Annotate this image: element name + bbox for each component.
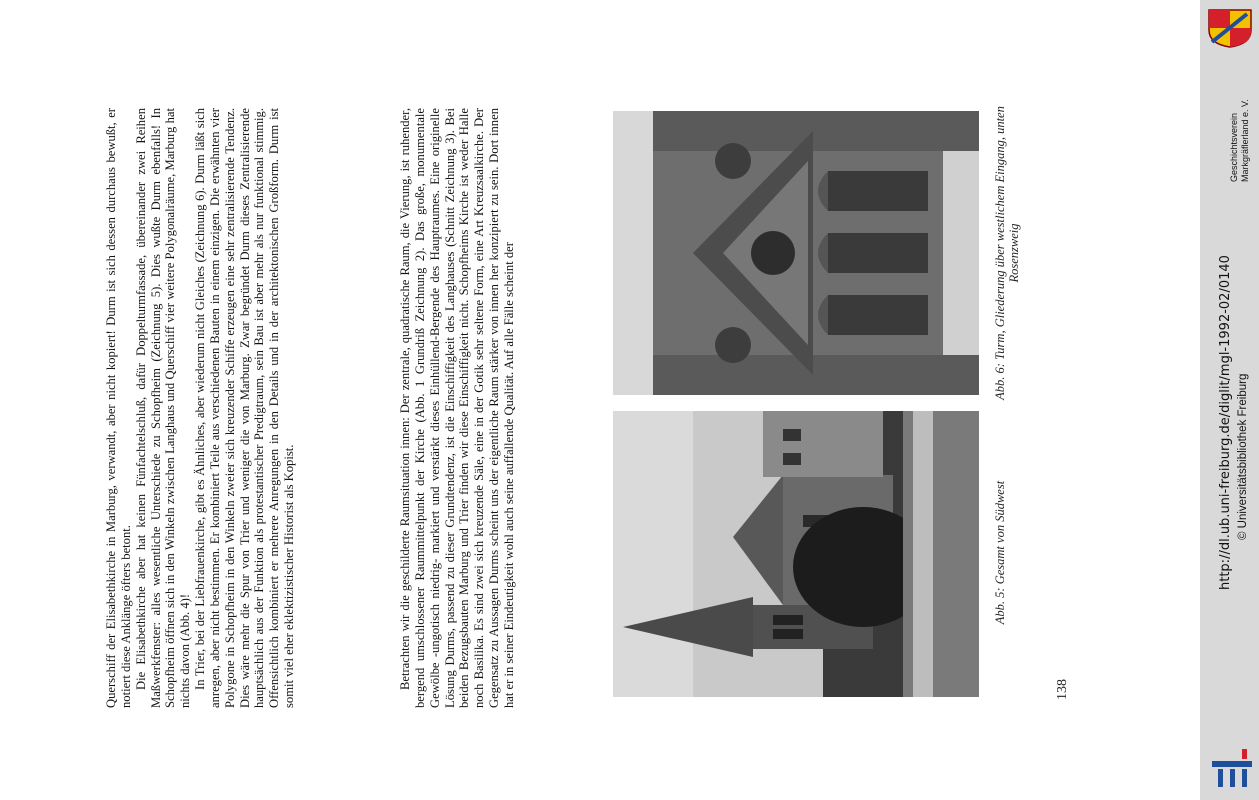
copyright-notice: © Universitätsbibliothek Freiburg [1237, 373, 1249, 540]
society-name-line2: Markgräflerland e. V. [1240, 99, 1250, 182]
photo-church-southwest [613, 411, 979, 697]
ub-freiburg-logo-icon [1210, 745, 1254, 789]
paragraph: Querschiff der Elisabethkirche in Marburg, verwandt, aber nicht kopiert! Durm ist sich dessen durchaus bewußt, er notiert diese Anklänge öfters betont. [104, 108, 133, 708]
page-number: 138 [1055, 679, 1070, 700]
society-name-line1: Geschichtsverein [1229, 112, 1239, 182]
paragraph: In Trier, bei der Liebfrauenkirche, gibt es Ähnliches, aber wiederum nicht Gleiches (Zeichnung 6). Durm läßt sich anregen, aber nicht bestimmen. Er kombiniert Teile aus verschiedenen Bauten in einem einzigen. Die erwähnten vier Polygone in Schopfheim in den Winkeln zweier sich kreuzender Schiffe erzeugen eine sehr zentralisierende Tendenz. Dies wäre mehr die Spur von Trier und weniger die von Marburg. Zwar begründet Durm dieses Zentralisierende hauptsächlich aus der Funktion als protestantischer Predigtraum, sein Bau ist aber mehr als nur funktional stimmig. Offensichtlich kombiniert er mehrere Anregungen in den Details und in der architektonischen Großform. Durm ist somit viel eher eklektizistischer Historist als Kopist. [193, 108, 297, 708]
paragraph: Betrachten wir die geschilderte Raumsituation innen: Der zentrale, quadratische Raum, die Vierung, ist ruhender, bergend umschlossener Raummittelpunkt der Kirche (Abb. 1 Grundriß Zeichnung 2). Das große, monumentale Gewölbe -ungotisch niedrig- markiert und verstärkt dieses Einhüllend-Bergende des Hauptraumes. Eine originelle Lösung Durms, passend zu dieser Grundtendenz, ist die Einschiffigkeit des Langhauses (Schnitt Zeichnung 3). Bei beiden Bezugsbauten Marburg und Trier finden wir diese Einschiffigkeit nicht. Schopfheims Kirche ist weder Halle noch Basilika. Es sind zwei sich kreuzende Säle, eine in der Gotik sehr seltene Form, eine Art Kreuzsaalkirche. Der Gegensatz zu Aussagen Durms scheint uns der eigentliche Raum stärker von innen her konzipiert zu sein. Dort innen hat er in seiner Eindeutigkeit wohl auch seine auffallende Qualität. Auf alle Fälle scheint der [398, 108, 516, 708]
text-column-upper [104, 108, 297, 708]
figure-caption-6: Abb. 6: Turm, Gliederung über westlichem Eingang, unten Rosenzweig [993, 106, 1021, 400]
society-crest-icon [1207, 8, 1253, 48]
paragraph: Die Elisabethkirche aber hat keinen Fünfachtelschluß, dafür Doppelturmfassade, übereinander zwei Reihen Maßwerkfenster: alles wesentliche Unterschiede zu Schopfheim (Zeichnung 5). Dies wußte Durm ebenfalls! In Schopfheim öffnen sich in den Winkeln zwischen Langhaus und Querschiff vier weitere Polygonalräume, Marburg hat nichts davon (Abb. 4)! [133, 108, 193, 708]
photo-tower-detail [613, 111, 979, 395]
figure-caption-5: Abb. 5: Gesamt von Südwest [993, 480, 1007, 625]
tower-photo-graphic [613, 111, 979, 395]
church-photo-graphic [613, 411, 979, 697]
text-column-lower [398, 108, 517, 708]
permalink-url[interactable]: http://dl.ub.uni-freiburg.de/diglit/mgl-1992-02/0140 [1218, 255, 1233, 590]
